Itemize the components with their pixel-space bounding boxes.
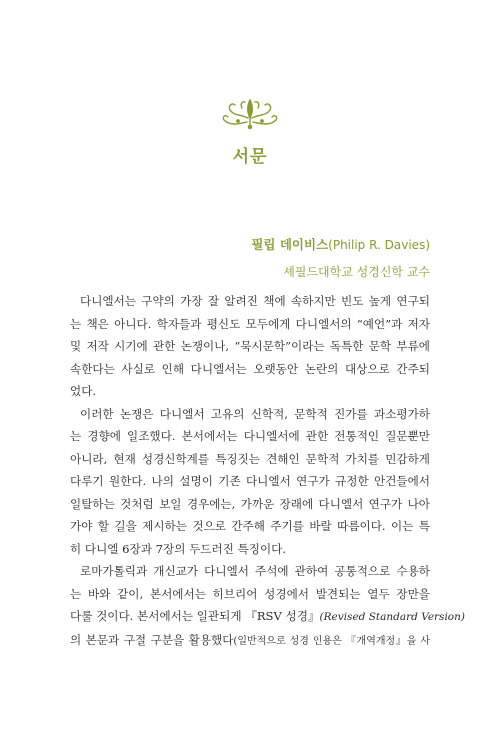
author-block — [251, 234, 430, 284]
text-line: 는 경향에 일조했다. 본서에서는 다니엘서에 관한 전통적인 질문뿐만 — [70, 429, 430, 443]
paragraph-3 — [70, 560, 465, 653]
author-affiliation: 셰필드대학교 성경신학 교수 — [283, 265, 430, 279]
page-title: 서문 — [232, 147, 268, 167]
text-line: 히 다니엘 6장과 7장의 두드러진 특징이다. — [70, 541, 287, 556]
text-line: 아니라, 현재 성경신학계를 특징짓는 견해인 문학적 가치를 민감하게 — [70, 451, 430, 466]
text-line: 다루기 원한다. 나의 설명이 기존 다니엘서 연구가 규정한 안건들에서 — [70, 474, 430, 488]
text-line: 었다. — [70, 384, 97, 398]
text-line: 및 저작 시기에 관한 논쟁이나, “묵시문학”이라는 독특한 문학 부류에 — [70, 339, 430, 353]
text-line: 다니엘서는 구약의 가장 잘 알려진 책에 속하지만 빈도 높게 연구되 — [80, 294, 430, 308]
author-name-latin: (Philip R. Davies) — [328, 238, 430, 252]
paragraph-2 — [70, 403, 430, 561]
author-name-korean: 필립 데이비스 — [251, 237, 329, 252]
text-line-mixed — [70, 629, 430, 654]
author-name — [251, 234, 430, 256]
text-line: 이러한 논쟁은 다니엘서 고유의 신학적, 문학적 진가를 과소평가하 — [80, 406, 430, 421]
text-line: 는 바와 같이, 본서에서는 히브리어 성경에서 발견되는 열두 장만을 — [70, 586, 430, 601]
text-line: 는 책은 아니다. 학자들과 평신도 모두에게 다니엘서의 “예언”과 저자 — [70, 316, 430, 331]
rsv-italic-text: (Revised Standard Version) — [319, 611, 465, 623]
text-line: 속한다는 사실로 인해 다니엘서는 오랫동안 논란의 대상으로 간주되 — [70, 361, 430, 376]
text-line: 일탈하는 것처럼 보일 경우에는, 가까운 장래에 다니엘서 연구가 나아 — [70, 496, 430, 511]
text-segment: 다룰 것이다. 본서에서는 일관되게 『RSV 성경』 — [70, 609, 320, 623]
text-segment-small: (일반적으로 성경 인용은 『개역개정』을 사 — [233, 635, 430, 647]
text-line: 가야 할 길을 제시하는 것으로 간주해 주기를 바랄 따름이다. 이는 특 — [70, 519, 430, 533]
floral-ornament-icon — [220, 96, 280, 130]
text-line: 로마가톨릭과 개신교가 다니엘서 주석에 관하여 공통적으로 수용하 — [80, 564, 430, 578]
text-line-mixed — [70, 605, 465, 629]
text-segment: 의 본문과 구절 구분을 활용했다 — [70, 632, 234, 647]
paragraph-1 — [70, 290, 430, 403]
body-text — [70, 290, 465, 653]
